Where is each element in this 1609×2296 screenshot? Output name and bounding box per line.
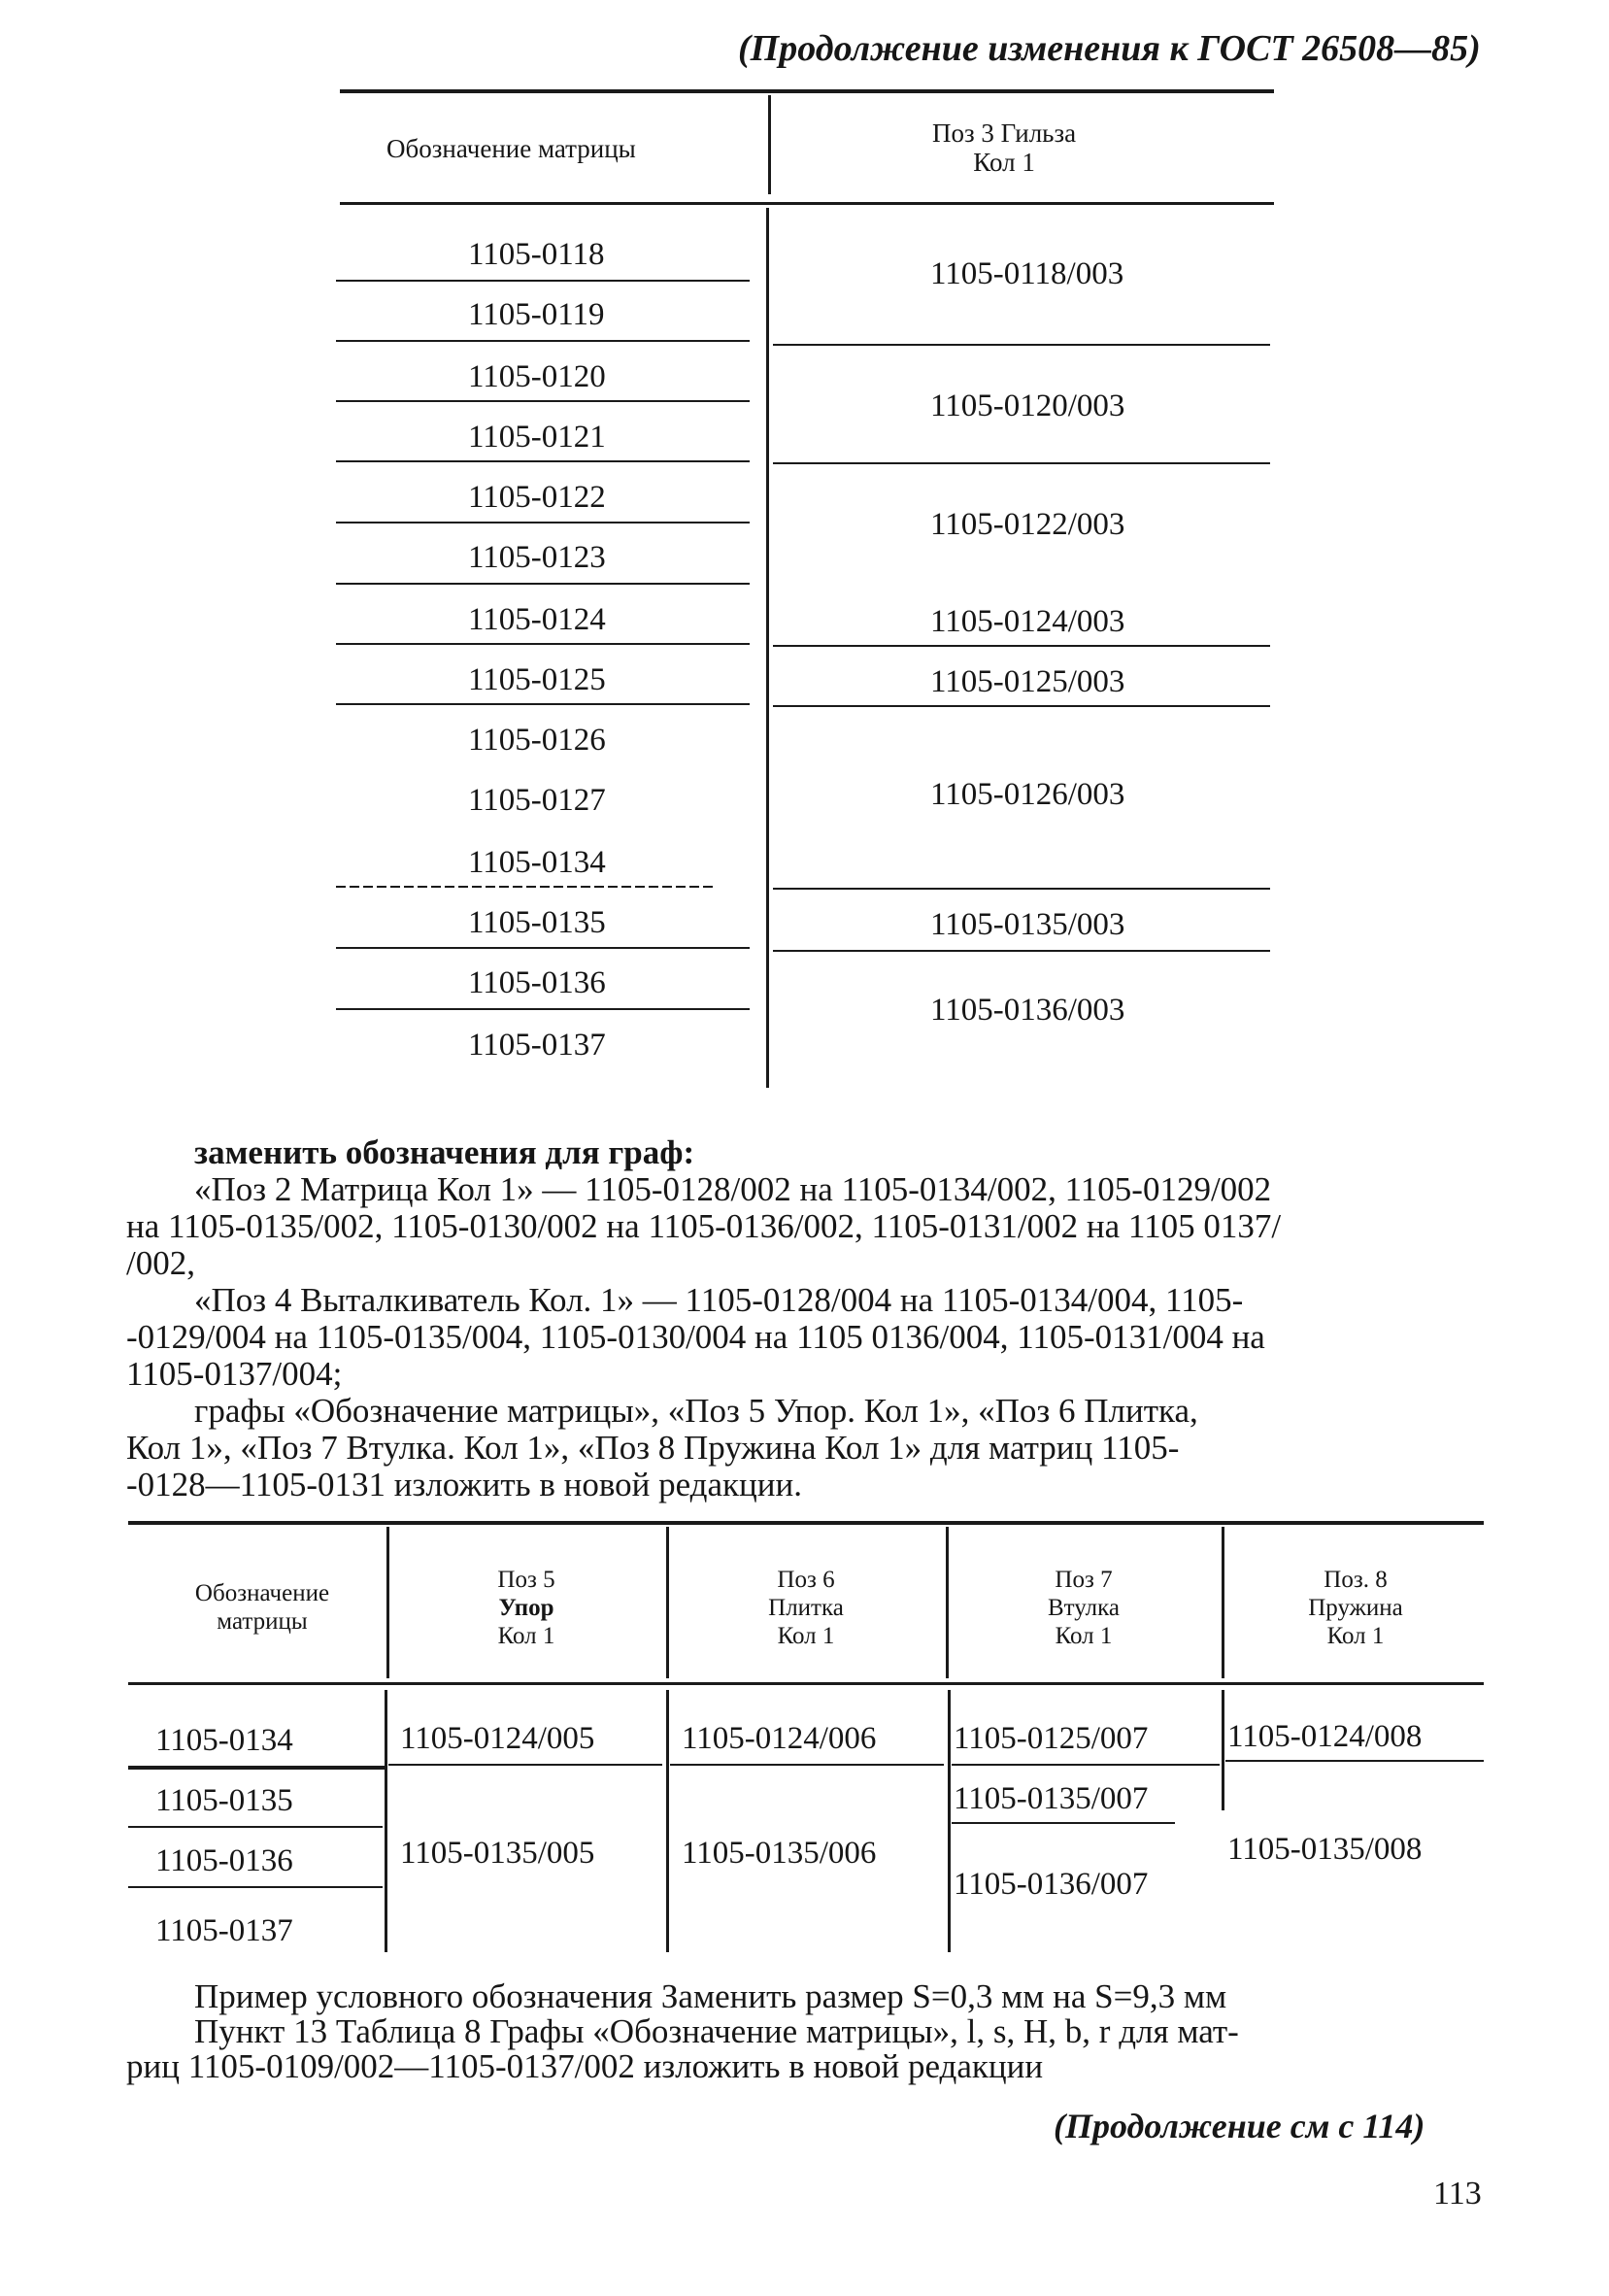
sleeve-cell: 1105-0122/003 xyxy=(930,507,1125,542)
plate-cell: 1105-0135/006 xyxy=(682,1836,877,1871)
row-separator xyxy=(336,583,750,585)
row-separator xyxy=(128,1826,383,1828)
continuation-note: (Продолжение см с 114) xyxy=(1054,2107,1425,2145)
row-separator xyxy=(773,888,1270,890)
row-separator xyxy=(336,400,750,402)
matrix-cell: 1105-0134 xyxy=(468,845,606,880)
sleeve-cell: 1105-0125/003 xyxy=(930,664,1125,699)
table-header-rule xyxy=(128,1682,1484,1685)
body-column-divider xyxy=(766,208,769,1088)
row-separator xyxy=(336,280,750,282)
matrix-cell: 1105-0137 xyxy=(468,1028,606,1063)
matrix-cell: 1105-0136 xyxy=(468,965,606,1000)
sleeve-cell: 1105-0120/003 xyxy=(930,388,1125,423)
sleeve-cell: 1105-0135/003 xyxy=(930,907,1125,942)
page-header: (Продолжение изменения к ГОСТ 26508—85) xyxy=(738,28,1481,69)
row-separator xyxy=(336,643,750,645)
header-column-divider xyxy=(1222,1527,1224,1678)
stop-column-header: Поз 5 Упор Кол 1 xyxy=(497,1567,555,1649)
page-number: 113 xyxy=(1433,2176,1482,2212)
bushing-cell: 1105-0125/007 xyxy=(954,1721,1149,1756)
row-separator xyxy=(128,1766,385,1770)
matrix-cell: 1105-0137 xyxy=(155,1913,293,1948)
spring-column-header: Поз. 8 Пружина Кол 1 xyxy=(1308,1567,1403,1649)
matrix-cell: 1105-0135 xyxy=(468,905,606,940)
sleeve-cell: 1105-0126/003 xyxy=(930,777,1125,812)
stop-cell: 1105-0135/005 xyxy=(400,1836,595,1871)
row-separator xyxy=(336,886,713,888)
matrix-cell: 1105-0123 xyxy=(468,540,606,575)
sleeve-column-header: Поз 3 Гильза Кол 1 xyxy=(932,118,1077,177)
table-top-rule xyxy=(128,1521,1484,1525)
bushing-column-header: Поз 7 Втулка Кол 1 xyxy=(1047,1567,1120,1649)
matrix-cell: 1105-0134 xyxy=(155,1723,293,1758)
sleeve-cell: 1105-0136/003 xyxy=(930,993,1125,1028)
row-separator xyxy=(952,1822,1175,1824)
body-column-divider xyxy=(666,1690,669,1952)
row-separator xyxy=(128,1886,383,1888)
matrix-column-header: Обозначение матрицы xyxy=(194,1580,330,1635)
row-separator xyxy=(773,344,1270,346)
matrix-cell: 1105-0126 xyxy=(468,723,606,758)
sleeve-cell: 1105-0124/003 xyxy=(930,604,1125,639)
row-separator xyxy=(952,1764,1220,1766)
plate-cell: 1105-0124/006 xyxy=(682,1721,877,1756)
header-column-divider xyxy=(386,1527,389,1678)
body-column-divider xyxy=(1222,1690,1224,1810)
row-separator xyxy=(773,462,1270,464)
plate-column-header: Поз 6 Плитка Кол 1 xyxy=(768,1567,844,1649)
row-separator xyxy=(388,1764,662,1766)
row-separator xyxy=(336,522,750,523)
spring-cell: 1105-0135/008 xyxy=(1227,1832,1423,1867)
matrix-cell: 1105-0119 xyxy=(468,297,605,332)
row-separator xyxy=(336,1008,750,1010)
replacement-instructions: заменить обозначения для граф: «Поз 2 Матрица Кол 1» — 1105-0128/002 на 1105-0134/002, 1105-0129/002 на 1105-0135/002, 1105-0130/002 на 1105-0136/002, 1105-0131/002 на 1105 0137/ /002, «Поз 4 Выталкиватель Кол. 1» — 1105-0128/004 на 1105-0134/004, 1105- -0129/004 на 1105-0135/004, 1105-0130/004 на 1105 0136/004, 1105-0131/004 на 1105-0137/004; графы «Обозначение матрицы», «Поз 5 Упор. Кол 1», «Поз 6 Плитка, Кол 1», «Поз 7 Втулка. Кол 1», «Поз 8 Пружина Кол 1» для матриц 1105- -0128—1105-0131 изложить в новой редакции. xyxy=(126,1133,1282,1503)
sleeve-cell: 1105-0118/003 xyxy=(930,256,1124,291)
header-column-divider xyxy=(946,1527,949,1678)
matrix-column-header: Обозначение матрицы xyxy=(386,134,636,163)
stop-cell: 1105-0124/005 xyxy=(400,1721,595,1756)
table-header-rule xyxy=(340,202,1274,205)
table-top-rule xyxy=(340,89,1274,93)
row-separator xyxy=(336,947,750,949)
matrix-cell: 1105-0121 xyxy=(468,420,606,455)
matrix-cell: 1105-0125 xyxy=(468,662,606,697)
body-column-divider xyxy=(385,1690,387,1952)
row-separator xyxy=(670,1764,944,1766)
row-separator xyxy=(336,340,750,342)
row-separator xyxy=(773,950,1270,952)
matrix-cell: 1105-0124 xyxy=(468,602,606,637)
matrix-cell: 1105-0127 xyxy=(468,783,606,818)
matrix-cell: 1105-0122 xyxy=(468,480,606,515)
bushing-cell: 1105-0135/007 xyxy=(954,1781,1149,1816)
matrix-cell: 1105-0120 xyxy=(468,359,606,394)
row-separator xyxy=(336,460,750,462)
matrix-cell: 1105-0136 xyxy=(155,1843,293,1878)
matrix-cell: 1105-0135 xyxy=(155,1783,293,1818)
example-instructions: Пример условного обозначения Заменить размер S=0,3 мм на S=9,3 мм Пункт 13 Таблица 8 Графы «Обозначение матрицы», l, s, H, b, r для мат- риц 1105-0109/002—1105-0137/002 изложить в новой редакции xyxy=(126,1977,1239,2085)
row-separator xyxy=(336,703,750,705)
row-separator xyxy=(1225,1760,1484,1762)
row-separator xyxy=(773,705,1270,707)
bushing-cell: 1105-0136/007 xyxy=(954,1867,1149,1902)
matrix-cell: 1105-0118 xyxy=(468,237,605,272)
body-column-divider xyxy=(948,1690,951,1952)
header-column-divider xyxy=(666,1527,669,1678)
header-column-divider xyxy=(768,95,771,194)
spring-cell: 1105-0124/008 xyxy=(1227,1719,1423,1754)
row-separator xyxy=(773,645,1270,647)
